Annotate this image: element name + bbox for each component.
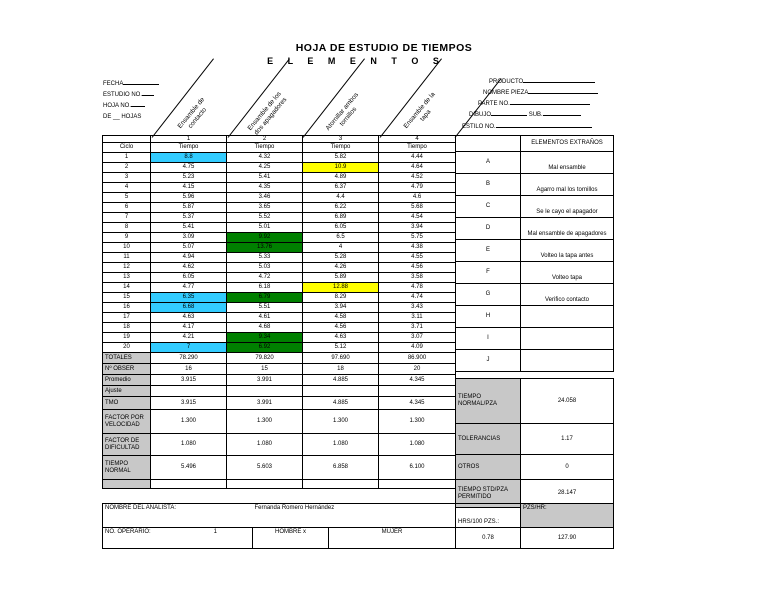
ciclo-header: Ciclo (103, 143, 151, 153)
summary-row (103, 410, 456, 434)
strange-row (456, 262, 614, 284)
cycle-row (103, 323, 456, 333)
time-cell: 4.68 (227, 323, 303, 333)
cycle-number: 12 (103, 263, 151, 273)
result-label: TIEMPO NORMAL/PZA (456, 379, 521, 424)
time-cell: 6.89 (303, 213, 379, 223)
summary-value (379, 386, 456, 397)
summary-value (227, 386, 303, 397)
time-cell: 4.52 (379, 173, 456, 183)
summary-row (103, 386, 456, 397)
summary-row (103, 353, 456, 364)
cycle-row (103, 293, 456, 303)
time-cell: 3.11 (379, 313, 456, 323)
spacer-cell (151, 480, 227, 489)
time-cell: 4.63 (151, 313, 227, 323)
time-cell: 4.62 (151, 263, 227, 273)
summary-value: 6.100 (379, 456, 456, 480)
summary-value: 1.300 (227, 410, 303, 434)
strange-text: Mal ensamble (521, 152, 614, 174)
parte-no-field: PARTE NO. (478, 101, 590, 107)
strange-text (521, 328, 614, 350)
summary-value: 1.080 (151, 434, 227, 456)
time-cell: 4.17 (151, 323, 227, 333)
summary-value: 16 (151, 364, 227, 375)
time-cell: 3.07 (379, 333, 456, 343)
footer-table (102, 503, 614, 528)
result-value: 0 (521, 455, 614, 480)
result-value: 28.147 (521, 480, 614, 508)
summary-value: 1.080 (303, 434, 379, 456)
time-study-table (102, 135, 456, 489)
element-number-row (103, 136, 456, 143)
elementos-extranos-table (455, 135, 614, 372)
time-cell: 7 (151, 343, 227, 353)
time-cell: 5.28 (303, 253, 379, 263)
time-cell: 4.4 (303, 193, 379, 203)
result-value: 1.17 (521, 424, 614, 455)
time-cell: 4.35 (227, 183, 303, 193)
estudio-label: ESTUDIO NO. (103, 92, 143, 98)
time-cell: 4.63 (303, 333, 379, 343)
time-cell: 3.46 (227, 193, 303, 203)
cycle-number: 2 (103, 163, 151, 173)
tiempo-header: Tiempo (379, 143, 456, 153)
nombre-pieza-field: NOMBRE PIEZA (483, 90, 598, 96)
strange-key: G (456, 284, 521, 306)
strange-row (456, 240, 614, 262)
time-cell: 5.52 (227, 213, 303, 223)
cycle-number: 13 (103, 273, 151, 283)
cycle-row (103, 253, 456, 263)
hrs-value: 0.78 (456, 528, 521, 549)
time-cell: 6.22 (303, 203, 379, 213)
time-cell: 4.74 (379, 293, 456, 303)
cycle-row (103, 233, 456, 243)
time-cell: 6.68 (151, 303, 227, 313)
element-title-4: Ensamble de la tapa (402, 91, 437, 130)
element-number: 3 (303, 136, 379, 143)
time-cell: 4.26 (303, 263, 379, 273)
hombre-option: HOMBRE x (253, 528, 329, 549)
summary-value: 1.300 (379, 410, 456, 434)
time-cell: 3.94 (303, 303, 379, 313)
cycle-number: 5 (103, 193, 151, 203)
footer-table-2 (102, 527, 614, 549)
strange-key: E (456, 240, 521, 262)
time-cell: 5.87 (151, 203, 227, 213)
summary-value: 3.991 (227, 397, 303, 410)
result-value: 24.058 (521, 379, 614, 424)
strange-row (456, 306, 614, 328)
summary-label: Ajuste (103, 386, 151, 397)
time-cell: 6.79 (227, 293, 303, 303)
strange-row (456, 284, 614, 306)
cycle-row (103, 343, 456, 353)
spacer-cell (227, 480, 303, 489)
cycle-row (103, 213, 456, 223)
summary-value: 86.900 (379, 353, 456, 364)
spacer-cell (303, 480, 379, 489)
operator-value: 1 (179, 528, 253, 549)
tiempo-header: Tiempo (303, 143, 379, 153)
time-cell: 5.68 (379, 203, 456, 213)
time-cell: 5.82 (303, 153, 379, 163)
summary-value: 4.345 (379, 397, 456, 410)
cycle-row (103, 163, 456, 173)
cycle-row (103, 283, 456, 293)
strange-row (456, 174, 614, 196)
summary-value: 5.496 (151, 456, 227, 480)
strange-key: H (456, 306, 521, 328)
strange-row (456, 152, 614, 174)
time-cell: 4.72 (227, 273, 303, 283)
pzs-value: 127.90 (521, 528, 614, 549)
element-number: 4 (379, 136, 456, 143)
summary-value: 1.300 (303, 410, 379, 434)
time-cell: 4.78 (379, 283, 456, 293)
cycle-row (103, 273, 456, 283)
cycle-number: 10 (103, 243, 151, 253)
cycle-number: 16 (103, 303, 151, 313)
result-row (456, 455, 614, 480)
cycle-number: 11 (103, 253, 151, 263)
result-row (456, 379, 614, 424)
cycle-number: 9 (103, 233, 151, 243)
page-title: HOJA DE ESTUDIO DE TIEMPOS (295, 42, 473, 54)
dibujo-field: DIBUJO SUB. (469, 112, 581, 118)
spacer-cell (379, 480, 456, 489)
time-cell: 6.5 (303, 233, 379, 243)
summary-value: 97.690 (303, 353, 379, 364)
summary-row (103, 434, 456, 456)
element-number: 2 (227, 136, 303, 143)
time-cell: 12.88 (303, 283, 379, 293)
time-cell: 5.07 (151, 243, 227, 253)
cycle-row (103, 333, 456, 343)
time-cell: 4.6 (379, 193, 456, 203)
time-cell: 4.15 (151, 183, 227, 193)
strange-text: Volteo tapa (521, 262, 614, 284)
summary-value: 79.820 (227, 353, 303, 364)
cycle-number: 17 (103, 313, 151, 323)
sub-label: SUB. (528, 112, 543, 118)
time-cell: 4.89 (303, 173, 379, 183)
time-cell: 4.25 (227, 163, 303, 173)
time-cell: 5.03 (227, 263, 303, 273)
time-cell: 3.58 (379, 273, 456, 283)
time-cell: 5.23 (151, 173, 227, 183)
cycle-row (103, 203, 456, 213)
cycle-row (103, 193, 456, 203)
time-cell: 9.92 (227, 233, 303, 243)
cycle-number: 4 (103, 183, 151, 193)
time-cell: 5.75 (379, 233, 456, 243)
cycle-row (103, 183, 456, 193)
cycle-row (103, 173, 456, 183)
strange-row (456, 196, 614, 218)
fecha-label: FECHA (103, 81, 124, 87)
time-cell: 4.38 (379, 243, 456, 253)
summary-value: 6.858 (303, 456, 379, 480)
time-cell: 5.41 (151, 223, 227, 233)
result-row (456, 424, 614, 455)
time-cell: 4.61 (227, 313, 303, 323)
summary-label: TIEMPO NORMAL (103, 456, 151, 480)
time-cell: 4.94 (151, 253, 227, 263)
de-hojas-label: DE __ HOJAS (103, 114, 142, 120)
hoja-label: HOJA NO. (103, 103, 132, 109)
summary-row (103, 456, 456, 480)
summary-value: 3.991 (227, 375, 303, 386)
tiempo-header: Tiempo (151, 143, 227, 153)
time-cell: 3.09 (151, 233, 227, 243)
cycle-number: 7 (103, 213, 151, 223)
summary-value: 1.080 (227, 434, 303, 456)
summary-value: 4.885 (303, 375, 379, 386)
spacer-cell (103, 480, 151, 489)
operator-label: NO. OPERARIO: (103, 528, 179, 549)
time-cell: 5.41 (227, 173, 303, 183)
result-label: OTROS (456, 455, 521, 480)
time-cell: 8.8 (151, 153, 227, 163)
element-title-3: Atornillar ambos tornillos (324, 91, 361, 132)
summary-value: 78.290 (151, 353, 227, 364)
estilo-no-field: ESTILO NO. (462, 124, 592, 130)
left-fields (103, 79, 159, 123)
cycle-number: 18 (103, 323, 151, 333)
cycle-number: 20 (103, 343, 151, 353)
time-cell: 4.75 (151, 163, 227, 173)
element-number: 1 (151, 136, 227, 143)
strange-key: D (456, 218, 521, 240)
element-title-1: Ensamble de contacto (176, 96, 208, 130)
strange-row (456, 350, 614, 372)
cycle-number: 19 (103, 333, 151, 343)
strange-key: I (456, 328, 521, 350)
summary-value: 18 (303, 364, 379, 375)
time-cell: 3.94 (379, 223, 456, 233)
time-cell: 5.33 (227, 253, 303, 263)
cycle-row (103, 263, 456, 273)
blank-cell (456, 136, 521, 152)
strange-text: Se le cayo el apagador (521, 196, 614, 218)
strange-header-row (456, 136, 614, 152)
summary-value: 1.080 (379, 434, 456, 456)
summary-value: 4.345 (379, 375, 456, 386)
summary-value (151, 386, 227, 397)
time-cell: 4.64 (379, 163, 456, 173)
mujer-option: MUJER (329, 528, 456, 549)
time-cell: 4.79 (379, 183, 456, 193)
strange-key: C (456, 196, 521, 218)
time-cell: 6.37 (303, 183, 379, 193)
summary-value: 15 (227, 364, 303, 375)
time-cell: 6.18 (227, 283, 303, 293)
time-cell: 8.29 (303, 293, 379, 303)
cycle-number: 3 (103, 173, 151, 183)
strange-row (456, 218, 614, 240)
summary-value (303, 386, 379, 397)
time-cell: 4.32 (227, 153, 303, 163)
summary-value: 1.300 (151, 410, 227, 434)
column-header-row (103, 143, 456, 153)
time-cell: 10.9 (303, 163, 379, 173)
time-cell: 4.56 (303, 323, 379, 333)
time-cell: 6.05 (151, 273, 227, 283)
results-table (455, 378, 614, 508)
cycle-number: 8 (103, 223, 151, 233)
summary-label: TOTALES (103, 353, 151, 364)
cycle-number: 6 (103, 203, 151, 213)
time-cell: 3.65 (227, 203, 303, 213)
strange-key: B (456, 174, 521, 196)
cycle-number: 1 (103, 153, 151, 163)
strange-row (456, 328, 614, 350)
summary-row (103, 375, 456, 386)
time-cell: 5.96 (151, 193, 227, 203)
time-cell: 9.34 (227, 333, 303, 343)
hrs-label: HRS/100 PZS.: (456, 504, 521, 528)
analyst-label: NOMBRE DEL ANALISTA: (103, 504, 253, 528)
strange-text: Verifico contacto (521, 284, 614, 306)
summary-label: TMO (103, 397, 151, 410)
summary-label: Nº OBSER (103, 364, 151, 375)
result-label: TIEMPO STD/PZA PERMITIDO (456, 480, 521, 508)
time-cell: 5.89 (303, 273, 379, 283)
strange-key: A (456, 152, 521, 174)
analyst-name: Fernanda Romero Hernández (253, 504, 456, 528)
time-cell: 4.77 (151, 283, 227, 293)
strange-text: Volteo la tapa antes (521, 240, 614, 262)
pzs-label: PZS/HR: (521, 504, 614, 528)
strange-text: Mal ensamble de apagadores (521, 218, 614, 240)
summary-value: 20 (379, 364, 456, 375)
summary-value: 4.885 (303, 397, 379, 410)
element-title-2: Ensamble de los dos apagadores (246, 90, 289, 137)
time-cell: 5.12 (303, 343, 379, 353)
summary-row (103, 364, 456, 375)
cycle-number: 14 (103, 283, 151, 293)
strange-header: ELEMENTOS EXTRAÑOS (521, 136, 614, 152)
time-cell: 6.92 (227, 343, 303, 353)
time-cell: 5.01 (227, 223, 303, 233)
summary-value: 3.915 (151, 375, 227, 386)
time-cell: 6.35 (151, 293, 227, 303)
page-subtitle: E L E M E N T O S (267, 56, 445, 66)
time-cell: 3.43 (379, 303, 456, 313)
time-cell: 4 (303, 243, 379, 253)
time-cell: 4.09 (379, 343, 456, 353)
time-cell: 4.54 (379, 213, 456, 223)
summary-value: 3.915 (151, 397, 227, 410)
spacer-row (103, 480, 456, 489)
summary-label: FACTOR POR VELOCIDAD (103, 410, 151, 434)
tiempo-header: Tiempo (227, 143, 303, 153)
time-cell: 4.21 (151, 333, 227, 343)
time-cell: 6.05 (303, 223, 379, 233)
summary-value: 5.603 (227, 456, 303, 480)
strange-text (521, 350, 614, 372)
cycle-row (103, 313, 456, 323)
summary-label: Promedio (103, 375, 151, 386)
time-cell: 13.76 (227, 243, 303, 253)
result-label: TOLERANCIAS (456, 424, 521, 455)
time-cell: 4.55 (379, 253, 456, 263)
time-cell: 4.44 (379, 153, 456, 163)
cycle-row (103, 153, 456, 163)
cycle-row (103, 243, 456, 253)
cycle-row (103, 223, 456, 233)
cycle-row (103, 303, 456, 313)
time-cell: 4.58 (303, 313, 379, 323)
time-cell: 5.51 (227, 303, 303, 313)
time-cell: 3.71 (379, 323, 456, 333)
strange-key: F (456, 262, 521, 284)
blank-cell (103, 136, 151, 143)
time-cell: 4.56 (379, 263, 456, 273)
strange-text (521, 306, 614, 328)
producto-field: PRODUCTO (489, 79, 595, 85)
strange-text: Agarro mal los tornillos (521, 174, 614, 196)
time-cell: 5.37 (151, 213, 227, 223)
strange-key: J (456, 350, 521, 372)
cycle-number: 15 (103, 293, 151, 303)
summary-row (103, 397, 456, 410)
summary-label: FACTOR DE DIFICULTAD (103, 434, 151, 456)
